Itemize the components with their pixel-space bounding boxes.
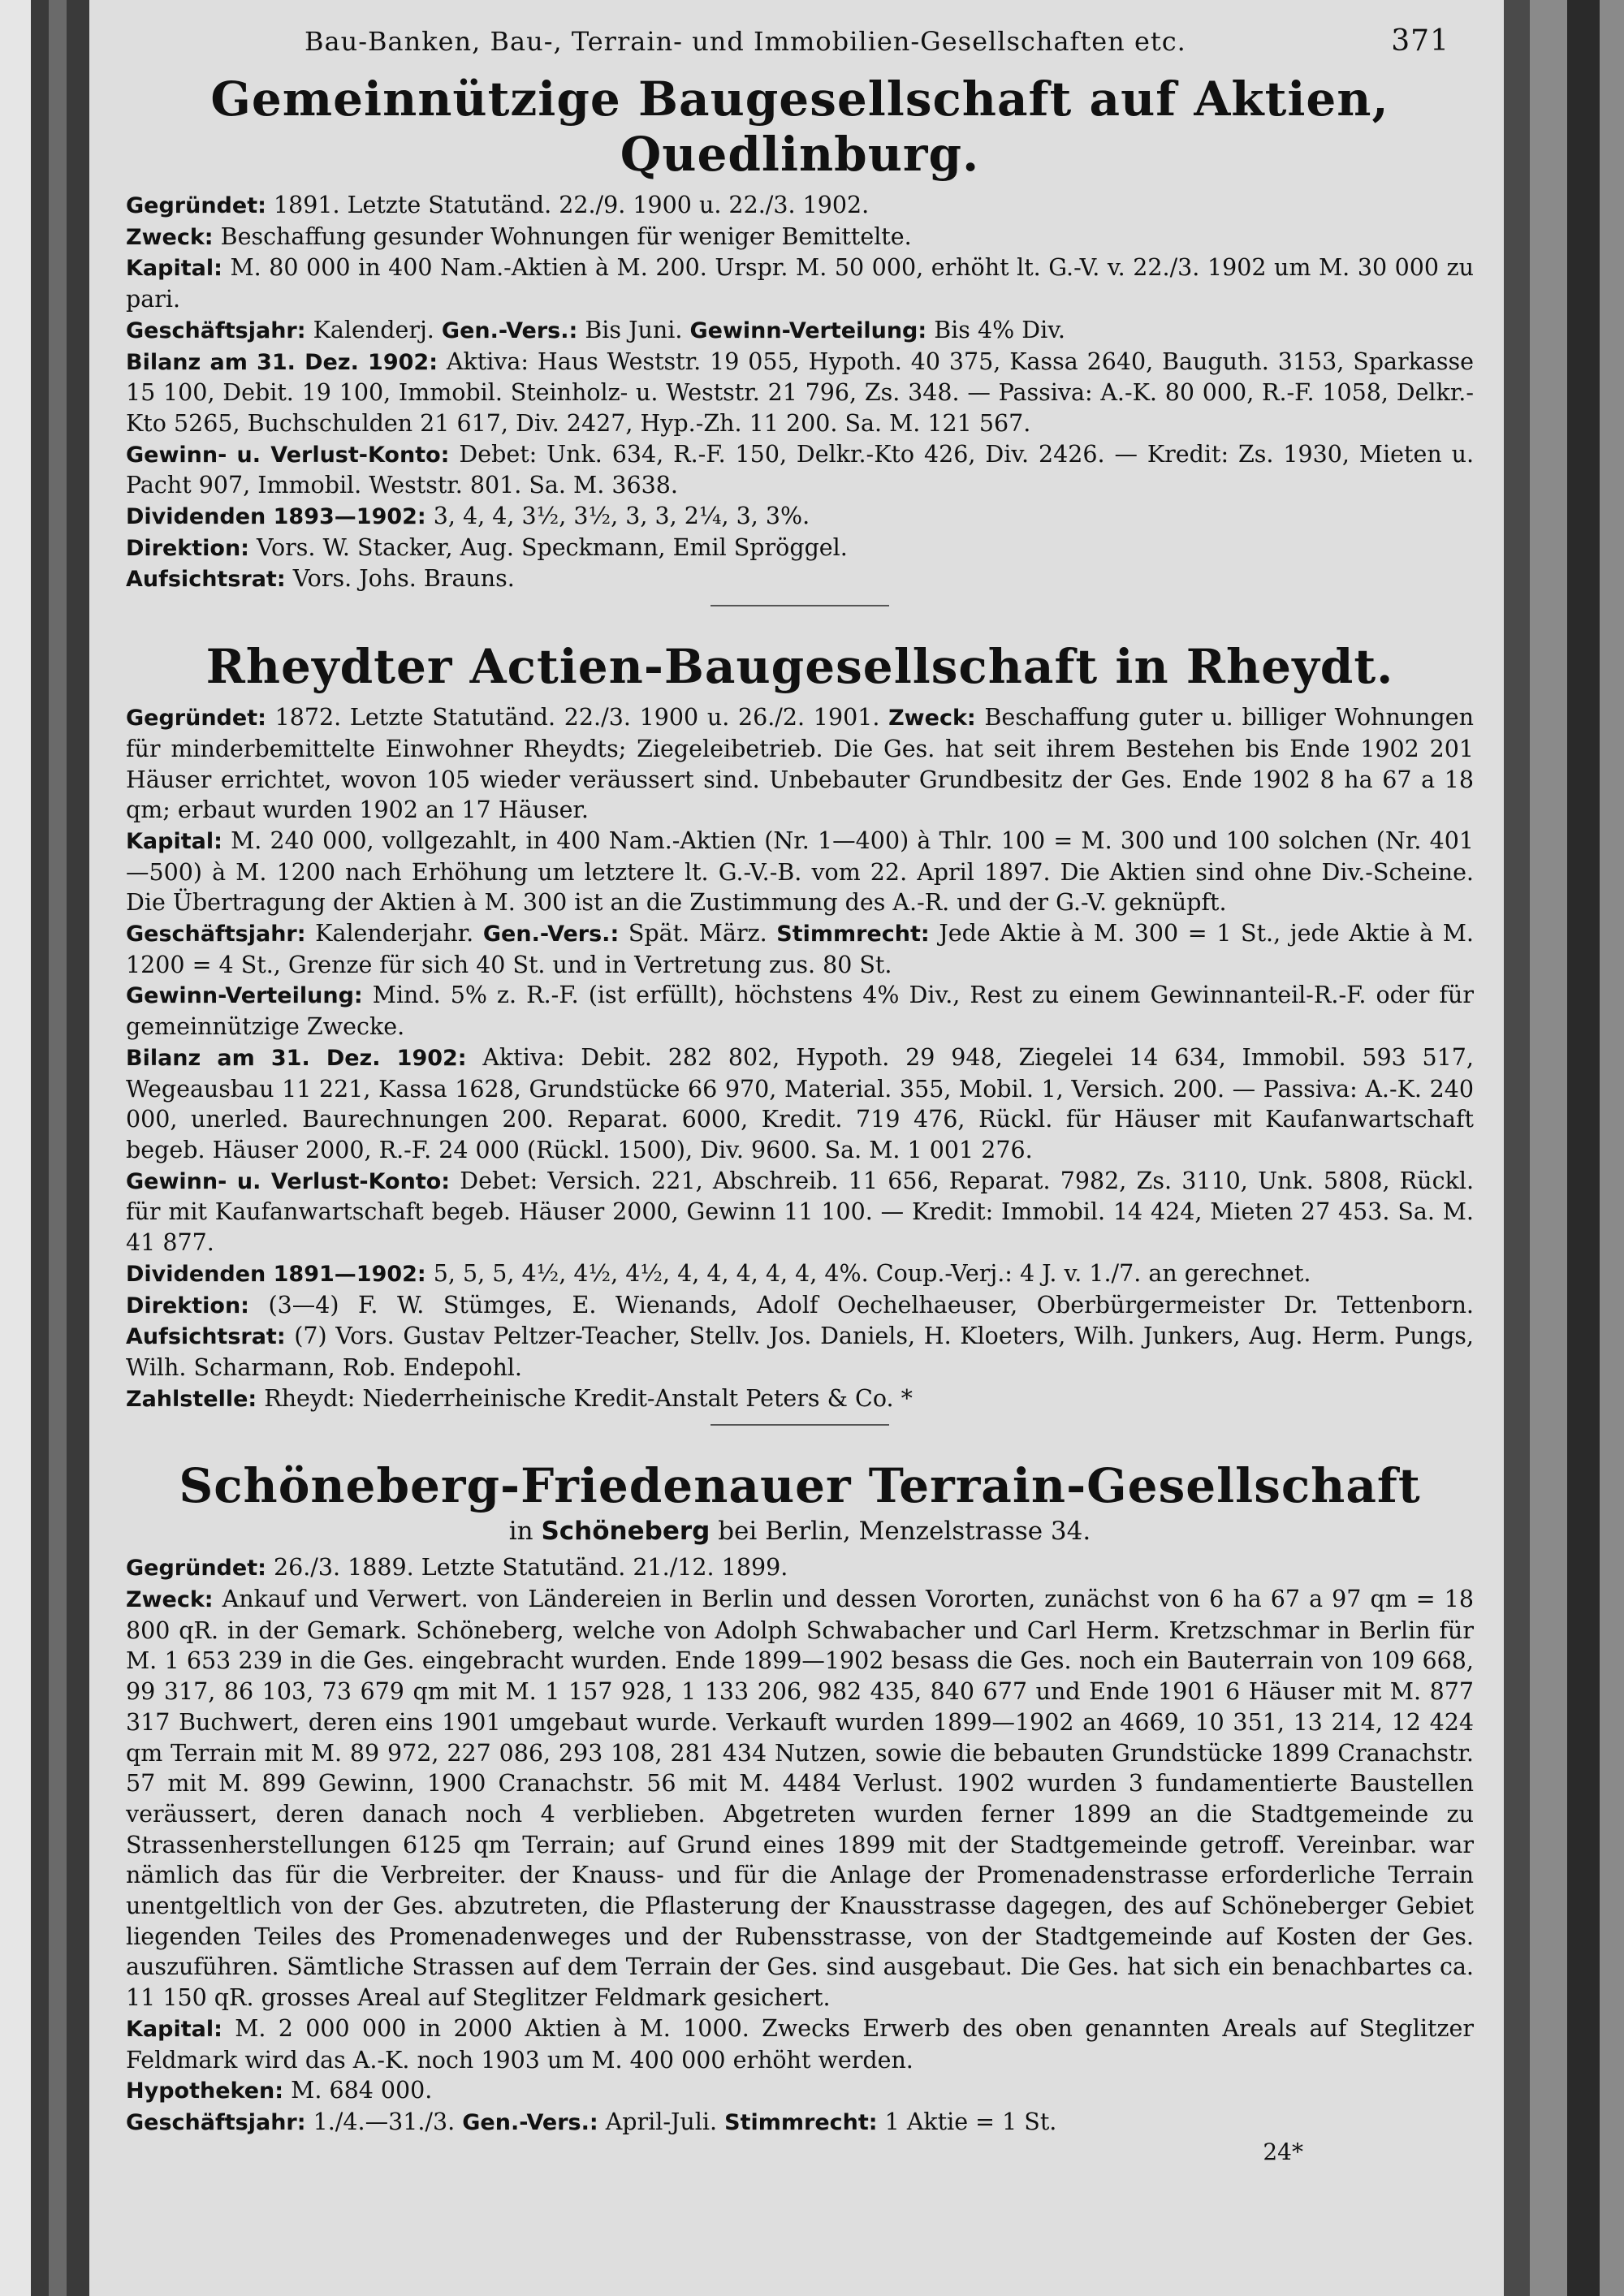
field-text: Spät. März.	[619, 920, 777, 947]
field-text: Jede Aktie à M. 300 = 1 St., jede Aktie à M. 1200 = 4 St., Grenze für sich 40 St. und in Vertretung zus. 80 St.	[126, 920, 1474, 978]
field-text: 3, 4, 4, 3½, 3½, 3, 3, 2¼, 3, 3%.	[425, 503, 810, 530]
page-edge-shadow	[1504, 0, 1530, 2296]
field-text: 1891. Letzte Statutänd. 22./9. 1900 u. 22./3. 1902.	[266, 192, 870, 218]
entry-paragraph	[126, 252, 1474, 314]
entry-paragraph	[126, 315, 1474, 347]
entry-paragraph	[126, 222, 1474, 253]
entry-paragraph	[126, 2075, 1474, 2107]
field-label: Bilanz am 31. Dez. 1902:	[126, 349, 438, 375]
book-edge-dark	[1567, 0, 1600, 2296]
field-text: Beschaffung guter u. billiger Wohnungen für minderbemittelte Einwohner Rheydts; Ziegeleibetrieb. Die Ges. hat seit ihrem Bestehen bis Ende 1902 201 Häuser errichtet, wovon 105 wieder veräussert sind. Unbebauter Grundbesitz der Ges. Ende 1902 8 ha 67 a 18 qm; erbaut wurden 1902 an 17 Häuser.	[126, 704, 1474, 824]
field-label: Gen.-Vers.:	[462, 2109, 598, 2135]
field-label: Zweck:	[126, 224, 214, 250]
field-label: Zahlstelle:	[126, 1386, 257, 1412]
field-text: Kalenderjahr.	[305, 920, 483, 947]
field-text: 1./4.—31./3.	[305, 2108, 463, 2135]
field-label: Stimmrecht:	[776, 921, 930, 947]
field-label: Gewinn- u. Verlust-Konto:	[126, 442, 450, 468]
entry-separator	[710, 605, 889, 606]
field-text: M. 80 000 in 400 Nam.-Aktien à M. 200. Urspr. M. 50 000, erhöht lt. G.-V. v. 22./3. 1902 um M. 30 000 zu pari.	[126, 254, 1474, 313]
entry-paragraph	[126, 439, 1474, 501]
field-label: Geschäftsjahr:	[126, 2109, 306, 2135]
entry-paragraph	[126, 1166, 1474, 1258]
entry-separator	[710, 1424, 889, 1426]
entry-paragraph	[126, 190, 1474, 222]
field-text: Debet: Versich. 221, Abschreib. 11 656, Reparat. 7982, Zs. 3110, Unk. 5808, Rückl. für mit Kaufanwartschaft begeb. Häuser 2000, Gewinn 11 100. — Kredit: Immobil. 14 424, Mieten 27 453. Sa. M. 41 877.	[126, 1167, 1475, 1257]
field-label: Dividenden 1891—1902:	[126, 1261, 426, 1287]
field-label: Direktion:	[126, 1293, 249, 1318]
field-label: Aufsichtsrat:	[126, 567, 286, 593]
field-label: Gen.-Vers.:	[441, 317, 578, 343]
entry-paragraph	[126, 533, 1474, 564]
field-label: Zweck:	[126, 1587, 214, 1613]
field-text: Rheydt: Niederrheinische Kredit-Anstalt Peters & Co. *	[257, 1384, 913, 1412]
field-text: Mind. 5% z. R.-F. (ist erfüllt), höchstens 4% Div., Rest zu einem Gewinnanteil-R.-F. oder für gemeinnützige Zwecke.	[126, 982, 1474, 1041]
field-label: Kapital:	[126, 2016, 222, 2042]
adjacent-page-margin	[0, 0, 32, 2296]
company-title: Schöneberg-Friedenauer Terrain-Gesellschaft	[179, 1458, 1421, 1514]
entry-paragraph	[126, 1290, 1474, 1383]
subtitle-place: Schöneberg	[541, 1517, 710, 1547]
field-label: Gewinn- u. Verlust-Konto:	[126, 1168, 451, 1194]
field-label: Aufsichtsrat:	[126, 1324, 286, 1350]
company-title: Rheydter Actien-Baugesellschaft in Rheydt.	[205, 639, 1394, 695]
field-text: April-Juli.	[598, 2108, 725, 2135]
field-text: M. 684 000.	[283, 2077, 433, 2104]
entry-paragraph	[126, 563, 1474, 595]
entry-paragraph	[126, 1552, 1474, 1584]
entry-paragraph	[126, 918, 1474, 980]
subtitle-prefix: in	[508, 1517, 542, 1547]
field-label: Bilanz am 31. Dez. 1902:	[126, 1045, 467, 1071]
entry-paragraph	[126, 980, 1474, 1042]
company-entry-body	[126, 190, 1474, 595]
field-text: Debet: Unk. 634, R.-F. 150, Delkr.-Kto 426, Div. 2426. — Kredit: Zs. 1930, Mieten u. Pacht 907, Immobil. Weststr. 801. Sa. M. 3638.	[126, 440, 1475, 499]
running-title: Bau-Banken, Bau-, Terrain- und Immobilien-Gesellschaften etc.	[304, 26, 1186, 57]
field-label: Gewinn-Verteilung:	[689, 317, 927, 343]
field-text: 1872. Letzte Statutänd. 22./3. 1900 u. 26./2. 1901.	[266, 704, 889, 732]
entry-paragraph	[126, 347, 1474, 439]
field-text: Aktiva: Debit. 282 802, Hypoth. 29 948, Ziegelei 14 634, Immobil. 593 517, Wegeausbau 11 221, Kassa 1628, Grundstücke 66 970, Material. 355, Mobil. 1, Versich. 200. — Passiva: A.-K. 240 000, unerled. Baurechnungen 200. Reparat. 6000, Kredit. 719 476, Rückl. für Häuser mit Kaufanwartschaft begeb. Häuser 2000, R.-F. 24 000 (Rückl. 1500), Div. 9600. Sa. M. 1 001 276.	[126, 1043, 1474, 1163]
entry-paragraph	[126, 1383, 1474, 1415]
field-label: Direktion:	[126, 535, 249, 561]
running-header	[126, 24, 1474, 65]
field-label: Kapital:	[126, 828, 222, 854]
field-text: (3—4) F. W. Stümges, E. Wienands, Adolf Oechelhaeuser, Oberbürgermeister Dr. Tettenborn.	[248, 1291, 1474, 1318]
signature-mark: 24*	[1263, 2138, 1303, 2165]
field-text: 5, 5, 5, 4½, 4½, 4½, 4, 4, 4, 4, 4, 4%. Coup.-Verj.: 4 J. v. 1./7. an gerechnet.	[425, 1259, 1311, 1287]
field-text: Beschaffung gesunder Wohnungen für weniger Bemittelte.	[213, 222, 912, 250]
field-label: Hypotheken:	[126, 2078, 284, 2104]
company-subtitle	[126, 1517, 1474, 1546]
field-label: Gewinn-Verteilung:	[126, 983, 363, 1009]
field-label: Geschäftsjahr:	[126, 921, 306, 947]
field-text: Kalenderj.	[305, 316, 442, 343]
field-text: M. 240 000, vollgezahlt, in 400 Nam.-Aktien (Nr. 1—400) à Thlr. 100 = M. 300 und 100 solchen (Nr. 401—500) à M. 1200 nach Erhöhung um letztere lt. G.-V.-B. vom 22. April 1897. Die Aktien sind ohne Div.-Scheine. Die Übertragung der Aktien à M. 300 ist an die Zustimmung des A.-R. und der G.-V. geknüpft.	[126, 826, 1474, 917]
company-title: Gemeinnützige Baugesellschaft auf Aktien, Quedlinburg.	[210, 71, 1389, 182]
company-entries	[126, 71, 1474, 2165]
subtitle-address: bei Berlin, Menzelstrasse 34.	[710, 1517, 1091, 1547]
field-label: Stimmrecht:	[724, 2109, 878, 2135]
entry-paragraph	[126, 2107, 1474, 2138]
field-text: Vors. Johs. Brauns.	[285, 565, 515, 593]
entry-paragraph	[126, 1258, 1474, 1290]
field-label: Dividenden 1893—1902:	[126, 504, 426, 530]
entry-paragraph	[126, 826, 1474, 918]
entry-paragraph	[126, 2013, 1474, 2075]
field-text: Ankauf und Verwert. von Ländereien in Berlin und dessen Vororten, zunächst von 6 ha 67 a 97 qm = 18 800 qR. in der Gemark. Schöneberg, welche von Adolph Schwabacher und Carl Herm. Kretzschmar in Berlin für M. 1 653 239 in die Ges. eingebracht wurden. Ende 1899—1902 besass die Ges. noch ein Bauterrain von 109 668, 99 317, 86 103, 73 679 qm mit M. 1 157 928, 1 133 206, 982 435, 840 677 und Ende 1901 6 Häuser mit M. 877 317 Buchwert, deren eins 1901 umgebaut wurde. Verkauft wurden 1899—1902 an 4669, 10 351, 13 214, 12 424 qm Terrain mit M. 89 972, 227 086, 293 108, 281 434 Nutzen, sowie die bebauten Grundstücke 1899 Cranachstr. 57 mit M. 899 Gewinn, 1900 Cranachstr. 56 mit M. 4484 Verlust. 1902 wurden 3 fundamentierte Baustellen veräussert, deren danach noch 4 verblieben. Abgetreten wurden ferner 1899 an die Stadtgemeinde zu Strassenherstellungen 6125 qm Terrain; auf Grund eines 1899 mit der Stadtgemeinde getroff. Vereinbar. war nämlich das für die Verbreiter. der Knauss- und für die Anlage der Promenadenstrasse erforderliche Terrain unentgeltlich von der Ges. abzutreten, die Pflasterung der Knausstrasse dagegen, des auf Schöneberger Gebiet liegenden Teiles des Promenadenweges und der Rubensstrasse, von der Stadtgemeinde auf Kosten der Ges. auszuführen. Sämtliche Strassen auf dem Terrain der Ges. sind ausgebaut. Die Ges. hat sich ein benachbartes ca. 11 150 qR. grosses Areal auf Steglitzer Feldmark gesichert.	[126, 1586, 1474, 2012]
field-label: Geschäftsjahr:	[126, 317, 306, 343]
page-gutter-highlight	[49, 0, 67, 2296]
field-text: Aktiva: Haus Weststr. 19 055, Hypoth. 40 375, Kassa 2640, Bauguth. 3153, Sparkasse 15 100, Debit. 19 100, Immobil. Steinholz- u. Weststr. 21 796, Zs. 348. — Passiva: A.-K. 80 000, R.-F. 1058, Delkr.-Kto 5265, Buchschulden 21 617, Div. 2427, Hyp.-Zh. 11 200. Sa. M. 121 567.	[126, 347, 1475, 437]
company-entry-body	[126, 1552, 1474, 2138]
field-label: Gegründet:	[126, 193, 266, 218]
field-text: (7) Vors. Gustav Peltzer-Teacher, Stellv. Jos. Daniels, H. Kloeters, Wilh. Junkers, Aug. Herm. Pungs, Wilh. Scharmann, Rob. Endepohl.	[126, 1323, 1474, 1381]
page-number: 371	[1391, 24, 1449, 58]
entry-paragraph	[126, 501, 1474, 533]
entry-paragraph	[126, 702, 1474, 826]
field-label: Gegründet:	[126, 706, 266, 732]
field-text: Vors. W. Stacker, Aug. Speckmann, Emil Spröggel.	[248, 533, 848, 561]
field-text: Bis 4% Div.	[926, 316, 1065, 343]
entry-paragraph	[126, 1584, 1474, 2013]
page-content	[126, 24, 1474, 2165]
company-entry-body	[126, 702, 1474, 1414]
field-label: Gen.-Vers.:	[482, 921, 620, 947]
field-label: Zweck:	[888, 706, 976, 732]
document-page	[89, 0, 1504, 2296]
field-label: Kapital:	[126, 256, 222, 282]
field-text: 1 Aktie = 1 St.	[877, 2108, 1057, 2135]
field-text: M. 2 000 000 in 2000 Aktien à M. 1000. Zwecks Erwerb des oben genannten Areals auf Steglitzer Feldmark wird das A.-K. noch 1903 um M. 400 000 erhöht werden.	[126, 2014, 1474, 2074]
field-label: Gegründet:	[126, 1556, 266, 1582]
field-text: 26./3. 1889. Letzte Statutänd. 21./12. 1899.	[266, 1554, 788, 1582]
entry-paragraph	[126, 1042, 1474, 1166]
field-text: Bis Juni.	[577, 316, 690, 343]
